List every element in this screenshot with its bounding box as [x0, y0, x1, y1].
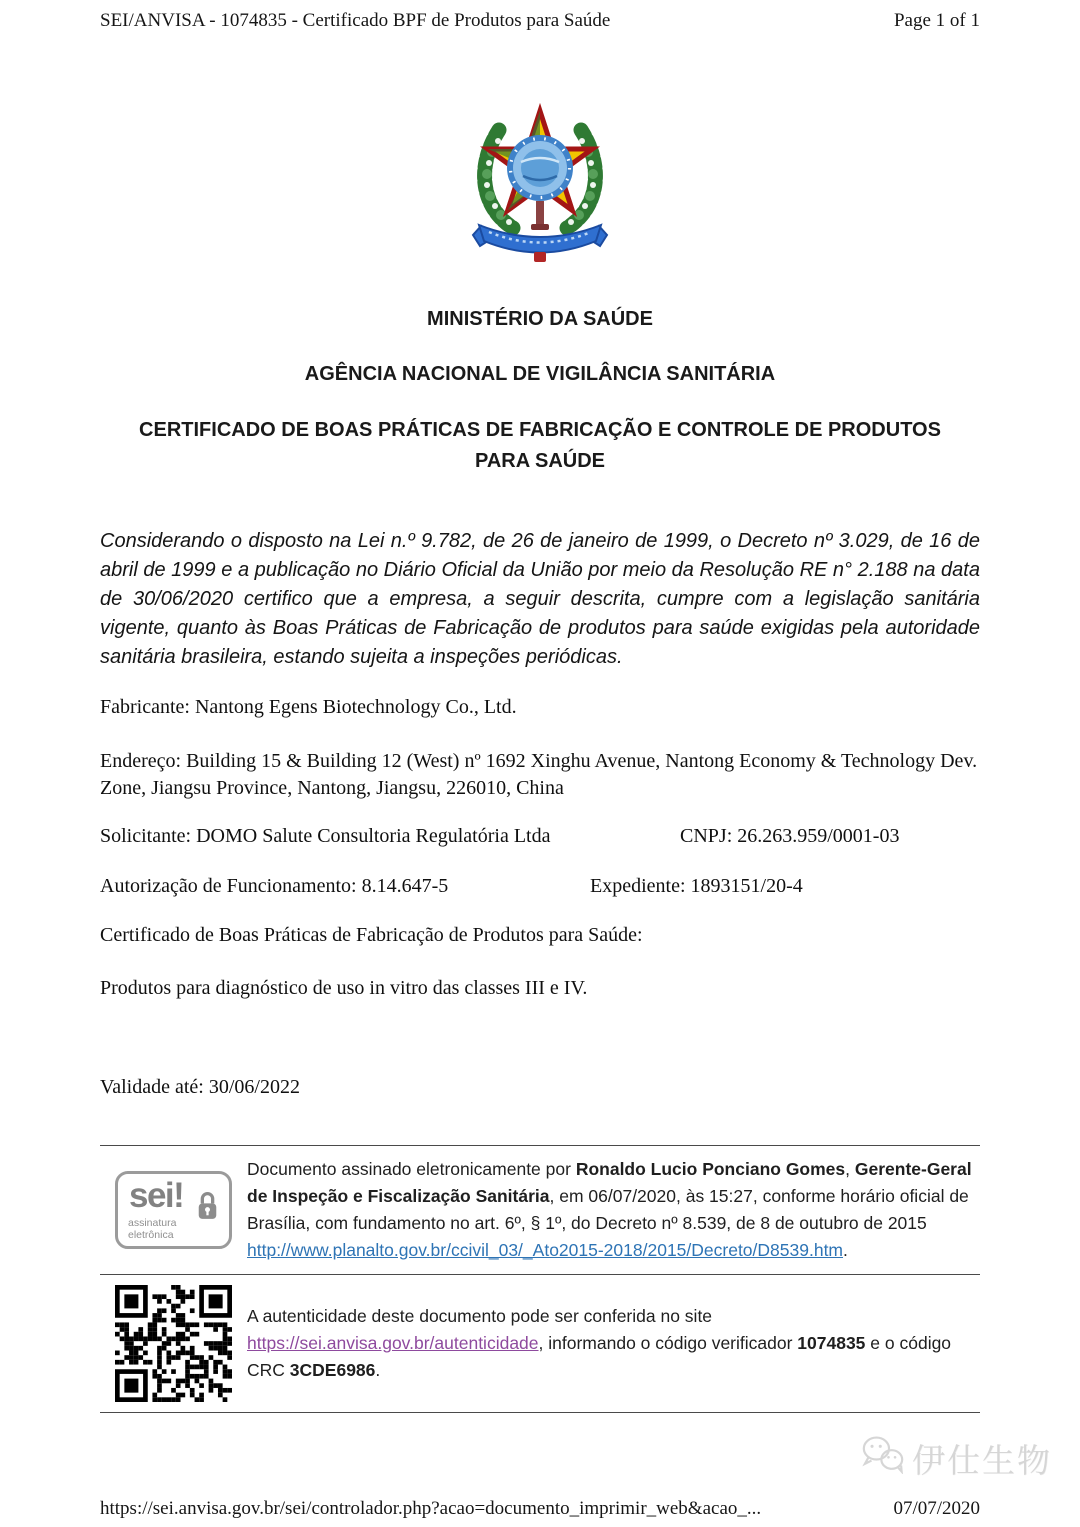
text-segment: 1074835 — [797, 1333, 866, 1353]
sei-badge-cell — [115, 1171, 235, 1249]
text-segment: Documento assinado eletronicamente por — [247, 1159, 576, 1179]
footer-date: 07/07/2020 — [893, 1498, 980, 1519]
print-header — [100, 0, 980, 32]
print-footer — [100, 1498, 980, 1520]
qr-code — [115, 1285, 235, 1402]
sei-caption-line2: eletrônica — [128, 1228, 174, 1241]
text-segment: , em 06/07/2020, às 15:27, conforme horário oficial de Brasília, com fundamento no art. 6º, § 1º, do Decreto nº 8.539, de 8 de outubro de 2015 — [247, 1186, 969, 1233]
considerando-paragraph: Considerando o disposto na Lei n.º 9.782, de 26 de janeiro de 1999, o Decreto nº 3.029, de 16 de abril de 1999 e a publicação no Diário Oficial da União por meio da Resolução RE n° 2.188 na data de 30/06/2020 certifico que a empresa, a seguir descrita, cumpre com a legislação sanitária vigente, quanto às Boas Práticas de Fabricação de produtos para saúde exigidas pela autoridade sanitária brasileira, estando sujeita a inspeções periódicas. — [100, 530, 980, 668]
signature-table — [100, 1145, 980, 1413]
text-segment: . — [375, 1360, 381, 1380]
autorizacao-value: Autorização de Funcionamento: 8.14.647-5 — [100, 875, 449, 897]
text-segment: 3CDE6986 — [289, 1360, 376, 1380]
signature-block — [100, 1146, 980, 1275]
agency-heading: AGÊNCIA NACIONAL DE VIGILÂNCIA SANITÁRIA — [304, 363, 776, 385]
autorizacao-row — [100, 875, 980, 898]
brazil-coat-of-arms-icon — [464, 94, 616, 266]
hyperlink[interactable]: https://sei.anvisa.gov.br/autenticidade — [247, 1333, 539, 1353]
sei-electronic-signature-logo — [115, 1171, 232, 1249]
wechat-logo-icon — [860, 1434, 906, 1482]
print-header-page-indicator: Page 1 of 1 — [893, 10, 980, 31]
ministry-heading: MINISTÉRIO DA SAÚDE — [427, 308, 653, 330]
sei-caption — [128, 1218, 176, 1241]
text-segment: . — [843, 1240, 848, 1260]
text-segment: A autenticidade deste documento pode ser conferida no site — [247, 1306, 713, 1326]
solicitante-value: Solicitante: DOMO Salute Consultoria Regulatória Ltda — [100, 825, 551, 847]
footer-url: https://sei.anvisa.gov.br/sei/controlador.php?acao=documento_imprimir_web&acao_... — [100, 1498, 762, 1519]
text-segment: , informando o código verificador — [538, 1333, 798, 1353]
certificate-title: CERTIFICADO DE BOAS PRÁTICAS DE FABRICAÇÃO E CONTROLE DE PRODUTOS PARA SAÚDE — [139, 419, 941, 472]
watermark-text: 伊仕生物 — [912, 1440, 1052, 1480]
hyperlink[interactable]: http://www.planalto.gov.br/ccivil_03/_Ato2015-2018/2015/Decreto/D8539.htm — [247, 1240, 844, 1260]
print-header-title: SEI/ANVISA - 1074835 - Certificado BPF de Produtos para Saúde — [100, 10, 611, 31]
solicitante-row — [100, 825, 980, 848]
expediente-value: Expediente: 1893151/20-4 — [590, 875, 803, 897]
text-segment: , — [845, 1159, 855, 1179]
signature-statement — [247, 1156, 980, 1264]
cert-scope-value: Produtos para diagnóstico de uso in vitro das classes III e IV. — [100, 977, 588, 999]
text-segment: e o código CRC — [247, 1333, 952, 1380]
validade-line: Validade até: 30/06/2022 — [100, 1076, 300, 1098]
verification-statement — [247, 1303, 980, 1384]
text-segment: Ronaldo Lucio Ponciano Gomes — [575, 1159, 846, 1179]
verification-block — [100, 1275, 980, 1413]
wechat-watermark — [860, 1434, 1052, 1482]
cert-scope-label: Certificado de Boas Práticas de Fabricação de Produtos para Saúde: — [100, 924, 643, 946]
sei-brand-text: sei! — [129, 1176, 184, 1215]
fabricante-line: Fabricante: Nantong Egens Biotechnology Co., Ltd. — [100, 696, 517, 718]
endereco-line: Endereço: Building 15 & Building 12 (West) nº 1692 Xinghu Avenue, Nantong Economy & Technology Dev. Zone, Jiangsu Province, Nantong, Jiangsu, 226010, China — [100, 750, 978, 799]
cnpj-value: CNPJ: 26.263.959/0001-03 — [680, 825, 900, 847]
padlock-icon — [195, 1190, 220, 1227]
sei-caption-line1: assinatura — [128, 1217, 177, 1229]
text-segment: Gerente-Geral de Inspeção e Fiscalização Sanitária — [247, 1159, 972, 1206]
